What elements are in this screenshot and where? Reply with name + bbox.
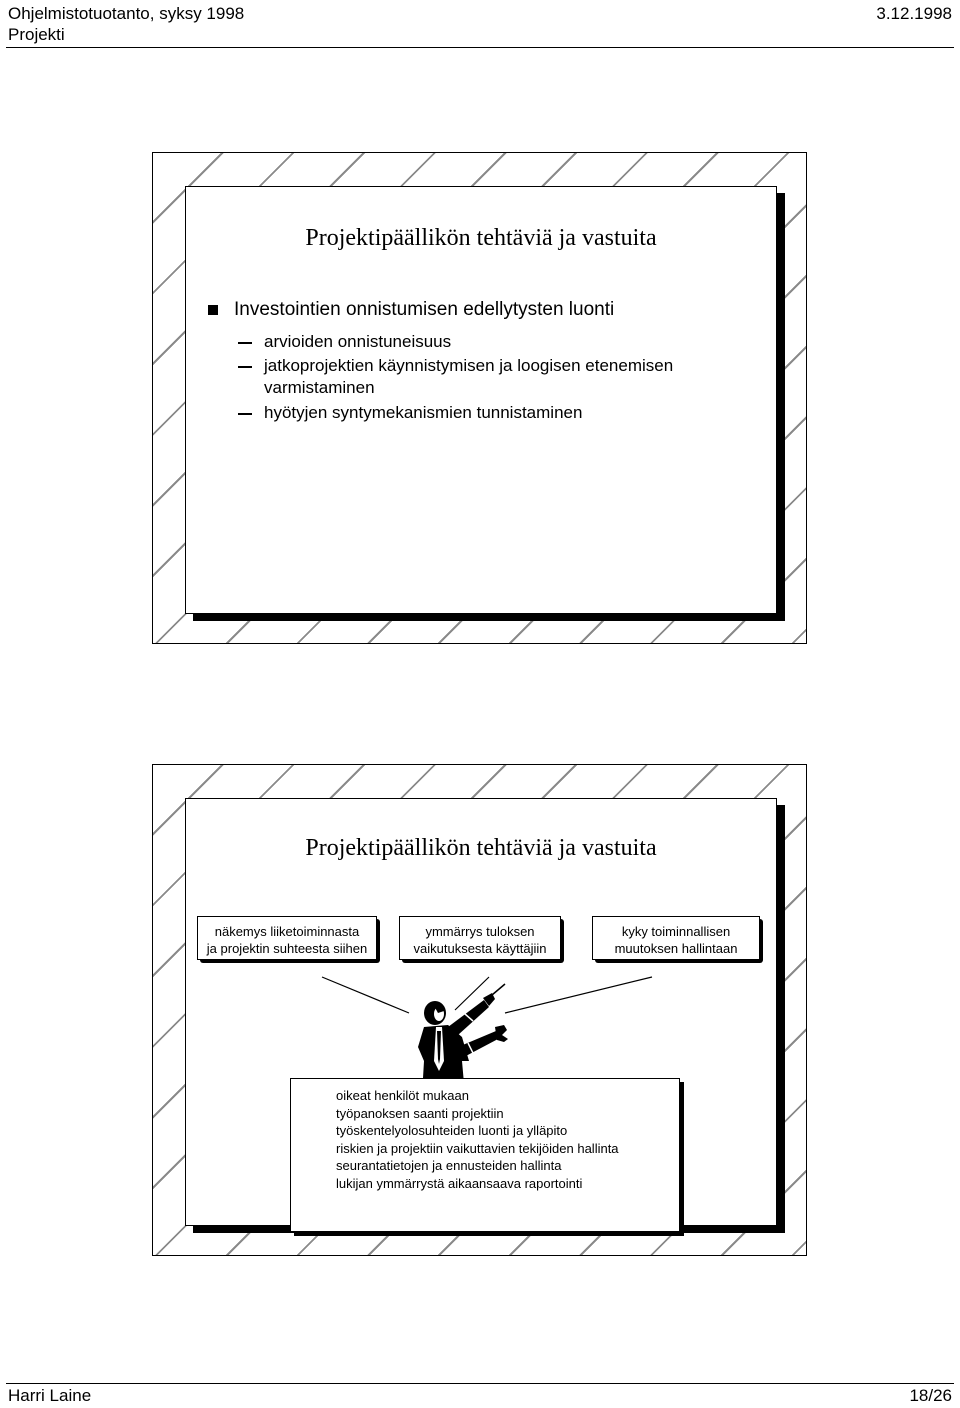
list-item: lukijan ymmärrystä aikaansaava raportointi bbox=[336, 1175, 583, 1191]
slide-1-panel bbox=[185, 186, 777, 614]
slide-1-subbullet bbox=[238, 332, 451, 352]
slide-2-panel bbox=[185, 798, 777, 1226]
header-date: 3.12.1998 bbox=[876, 4, 952, 23]
dash-bullet-icon bbox=[238, 366, 252, 368]
slide-1-subbullet bbox=[238, 403, 582, 423]
box-line: ymmärrys tuloksen bbox=[425, 924, 535, 939]
dash-bullet-icon bbox=[238, 413, 252, 415]
bullet-text: Investointien onnistumisen edellytysten luonti bbox=[234, 299, 615, 320]
list-item: seurantatietojen ja ennusteiden hallinta bbox=[336, 1158, 562, 1173]
footer-divider bbox=[6, 1383, 954, 1384]
connector-line-left bbox=[322, 977, 409, 1013]
box-line: kyky toiminnallisen bbox=[621, 924, 731, 939]
list-item: riskien ja projektiin vaikuttavien tekijöiden hallinta bbox=[336, 1140, 619, 1156]
list-item: työskentelyolosuhteiden luonti ja ylläpito bbox=[336, 1123, 568, 1138]
list-item: oikeat henkilöt mukaan bbox=[336, 1088, 469, 1103]
square-bullet-icon bbox=[208, 305, 218, 315]
subbullet-text: arvioiden onnistuneisuus bbox=[264, 332, 452, 351]
box-line: vaikutuksesta käyttäjiin bbox=[413, 941, 547, 956]
box-line: ja projektin suhteesta siihen bbox=[206, 941, 368, 956]
slide-1-subbullet bbox=[238, 356, 673, 376]
topic-title: Projekti bbox=[8, 25, 65, 44]
course-title: Ohjelmistotuotanto, syksy 1998 bbox=[8, 4, 245, 23]
subbullet-text: jatkoprojektien käynnistymisen ja loogisen etenemisen bbox=[264, 356, 674, 375]
slide-2-title: Projektipäällikön tehtäviä ja vastuita bbox=[305, 835, 657, 861]
header-divider bbox=[6, 47, 954, 48]
slide-1-subbullet-continuation: varmistaminen bbox=[264, 378, 375, 397]
responsibilities-list-box bbox=[290, 1078, 680, 1232]
slide-1 bbox=[152, 152, 807, 644]
footer-author: Harri Laine bbox=[8, 1386, 92, 1405]
footer-page-number: 18/26 bbox=[909, 1386, 952, 1405]
connector-line-right bbox=[505, 977, 652, 1013]
slide-1-bullet bbox=[208, 299, 614, 321]
slide-1-title: Projektipäällikön tehtäviä ja vastuita bbox=[305, 225, 657, 251]
list-item: työpanoksen saanti projektiin bbox=[336, 1105, 504, 1121]
subbullet-text: hyötyjen syntymekanismien tunnistaminen bbox=[264, 403, 583, 422]
box-line: näkemys liiketoiminnasta bbox=[214, 924, 360, 939]
slide-2 bbox=[152, 764, 807, 1256]
box-line: muutoksen hallintaan bbox=[614, 941, 738, 956]
dash-bullet-icon bbox=[238, 342, 252, 344]
